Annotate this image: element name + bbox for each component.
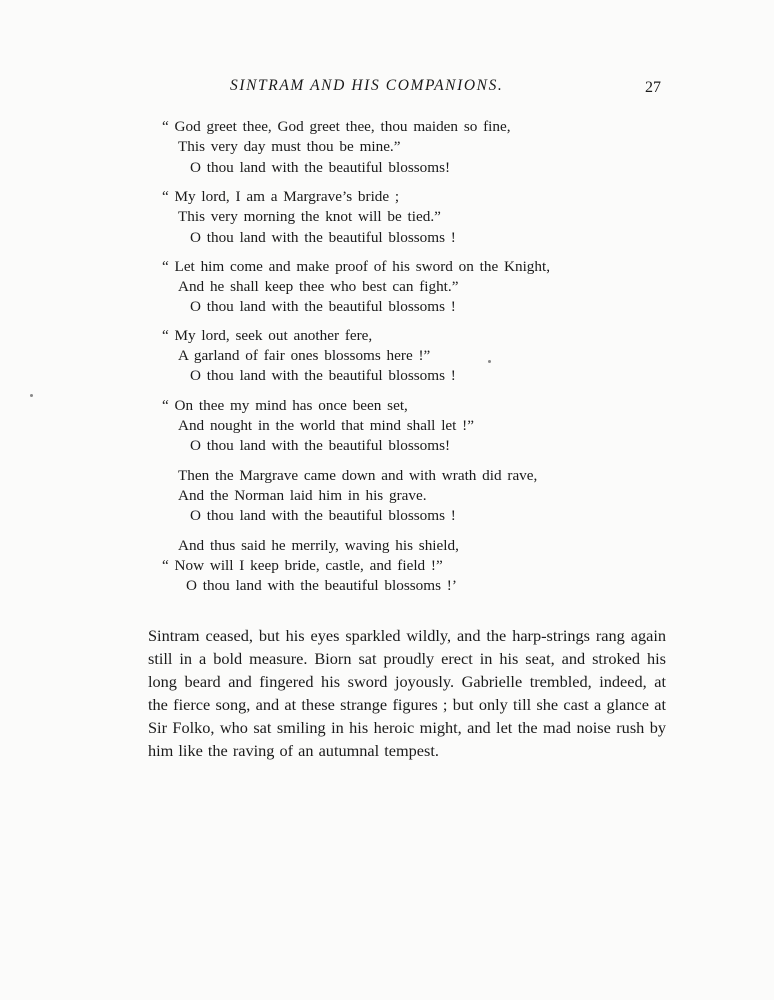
poem-refrain: O thou land with the beautiful blossoms !’ [186, 577, 457, 594]
poem-line: “ God greet thee, God greet thee, thou maiden so fine, [162, 118, 511, 135]
poem-refrain: O thou land with the beautiful blossoms! [190, 437, 451, 454]
poem-line: A garland of fair ones blossoms here !” [178, 347, 431, 364]
prose-paragraph: Sintram ceased, but his eyes sparkled wildly, and the harp-strings rang again still in a bold measure. Biorn sat proudly erect in his seat, and stroked his long beard and fingered his sword joyously. Gabrielle trembled, indeed, at the fierce song, and at these strange figures ; but only till she cast a glance at Sir Folko, who sat smiling in his heroic might, and let the mad noise rush by him like the raving of an autumnal tempest. [148, 626, 666, 761]
poem-line: Then the Margrave came down and with wrath did rave, [178, 467, 538, 484]
poem-line: “ My lord, seek out another fere, [162, 327, 373, 344]
poem-line: And the Norman laid him in his grave. [178, 487, 427, 504]
scan-speck [488, 360, 491, 363]
poem-line: “ My lord, I am a Margrave’s bride ; [162, 188, 400, 205]
scan-speck [30, 394, 33, 397]
poem-line: “ On thee my mind has once been set, [162, 397, 408, 414]
poem-refrain: O thou land with the beautiful blossoms ! [190, 298, 456, 315]
poem-line: This very morning the knot will be tied.” [178, 208, 441, 225]
page-number: 27 [645, 79, 661, 96]
poem-line: And nought in the world that mind shall let !” [178, 417, 474, 434]
poem-line: And he shall keep thee who best can fight.” [178, 278, 459, 295]
poem-refrain: O thou land with the beautiful blossoms ! [190, 367, 456, 384]
poem-refrain: O thou land with the beautiful blossoms ! [190, 507, 456, 524]
poem-refrain: O thou land with the beautiful blossoms! [190, 159, 451, 176]
running-title: SINTRAM AND HIS COMPANIONS. [230, 77, 504, 94]
poem-line: And thus said he merrily, waving his shield, [178, 537, 459, 554]
poem-line: “ Now will I keep bride, castle, and field !” [162, 557, 443, 574]
poem-line: “ Let him come and make proof of his sword on the Knight, [162, 258, 550, 275]
poem-line: This very day must thou be mine.” [178, 138, 401, 155]
poem-refrain: O thou land with the beautiful blossoms ! [190, 229, 456, 246]
